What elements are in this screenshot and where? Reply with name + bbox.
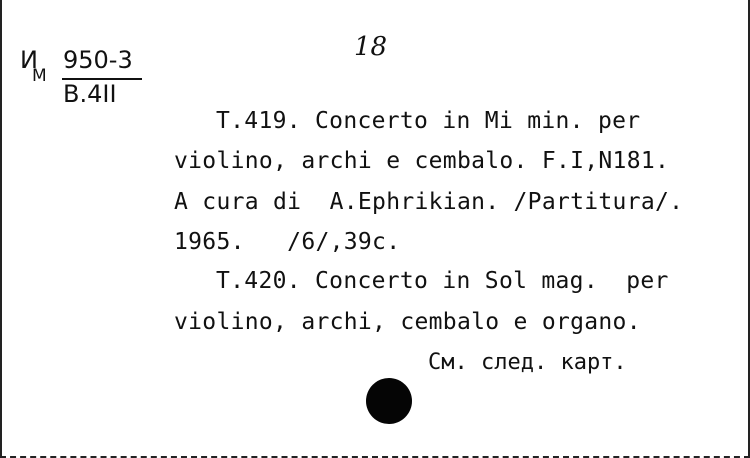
card-number: 18: [354, 32, 388, 62]
entry-line: violino, archi e cembalo. F.I,N181.: [174, 148, 670, 174]
see-next-card-note: См. след. карт.: [428, 350, 627, 375]
entry-line: A cura di A.Ephrikian. /Partitura/.: [174, 189, 684, 215]
shelfmark-denominator: B.4II: [63, 80, 117, 108]
entry-line: T.420. Concerto in Sol mag. per: [216, 268, 669, 294]
entry-line: violino, archi, cembalo e organo.: [174, 309, 641, 335]
punch-hole: [366, 378, 412, 424]
entry-line: T.419. Concerto in Mi min. per: [216, 108, 641, 134]
shelfmark-prefix: И: [20, 46, 38, 74]
shelfmark-prefix-subscript: М: [32, 66, 47, 86]
shelfmark-numerator: 950-3: [63, 46, 133, 74]
entry-line: 1965. /6/,39c.: [174, 229, 401, 255]
